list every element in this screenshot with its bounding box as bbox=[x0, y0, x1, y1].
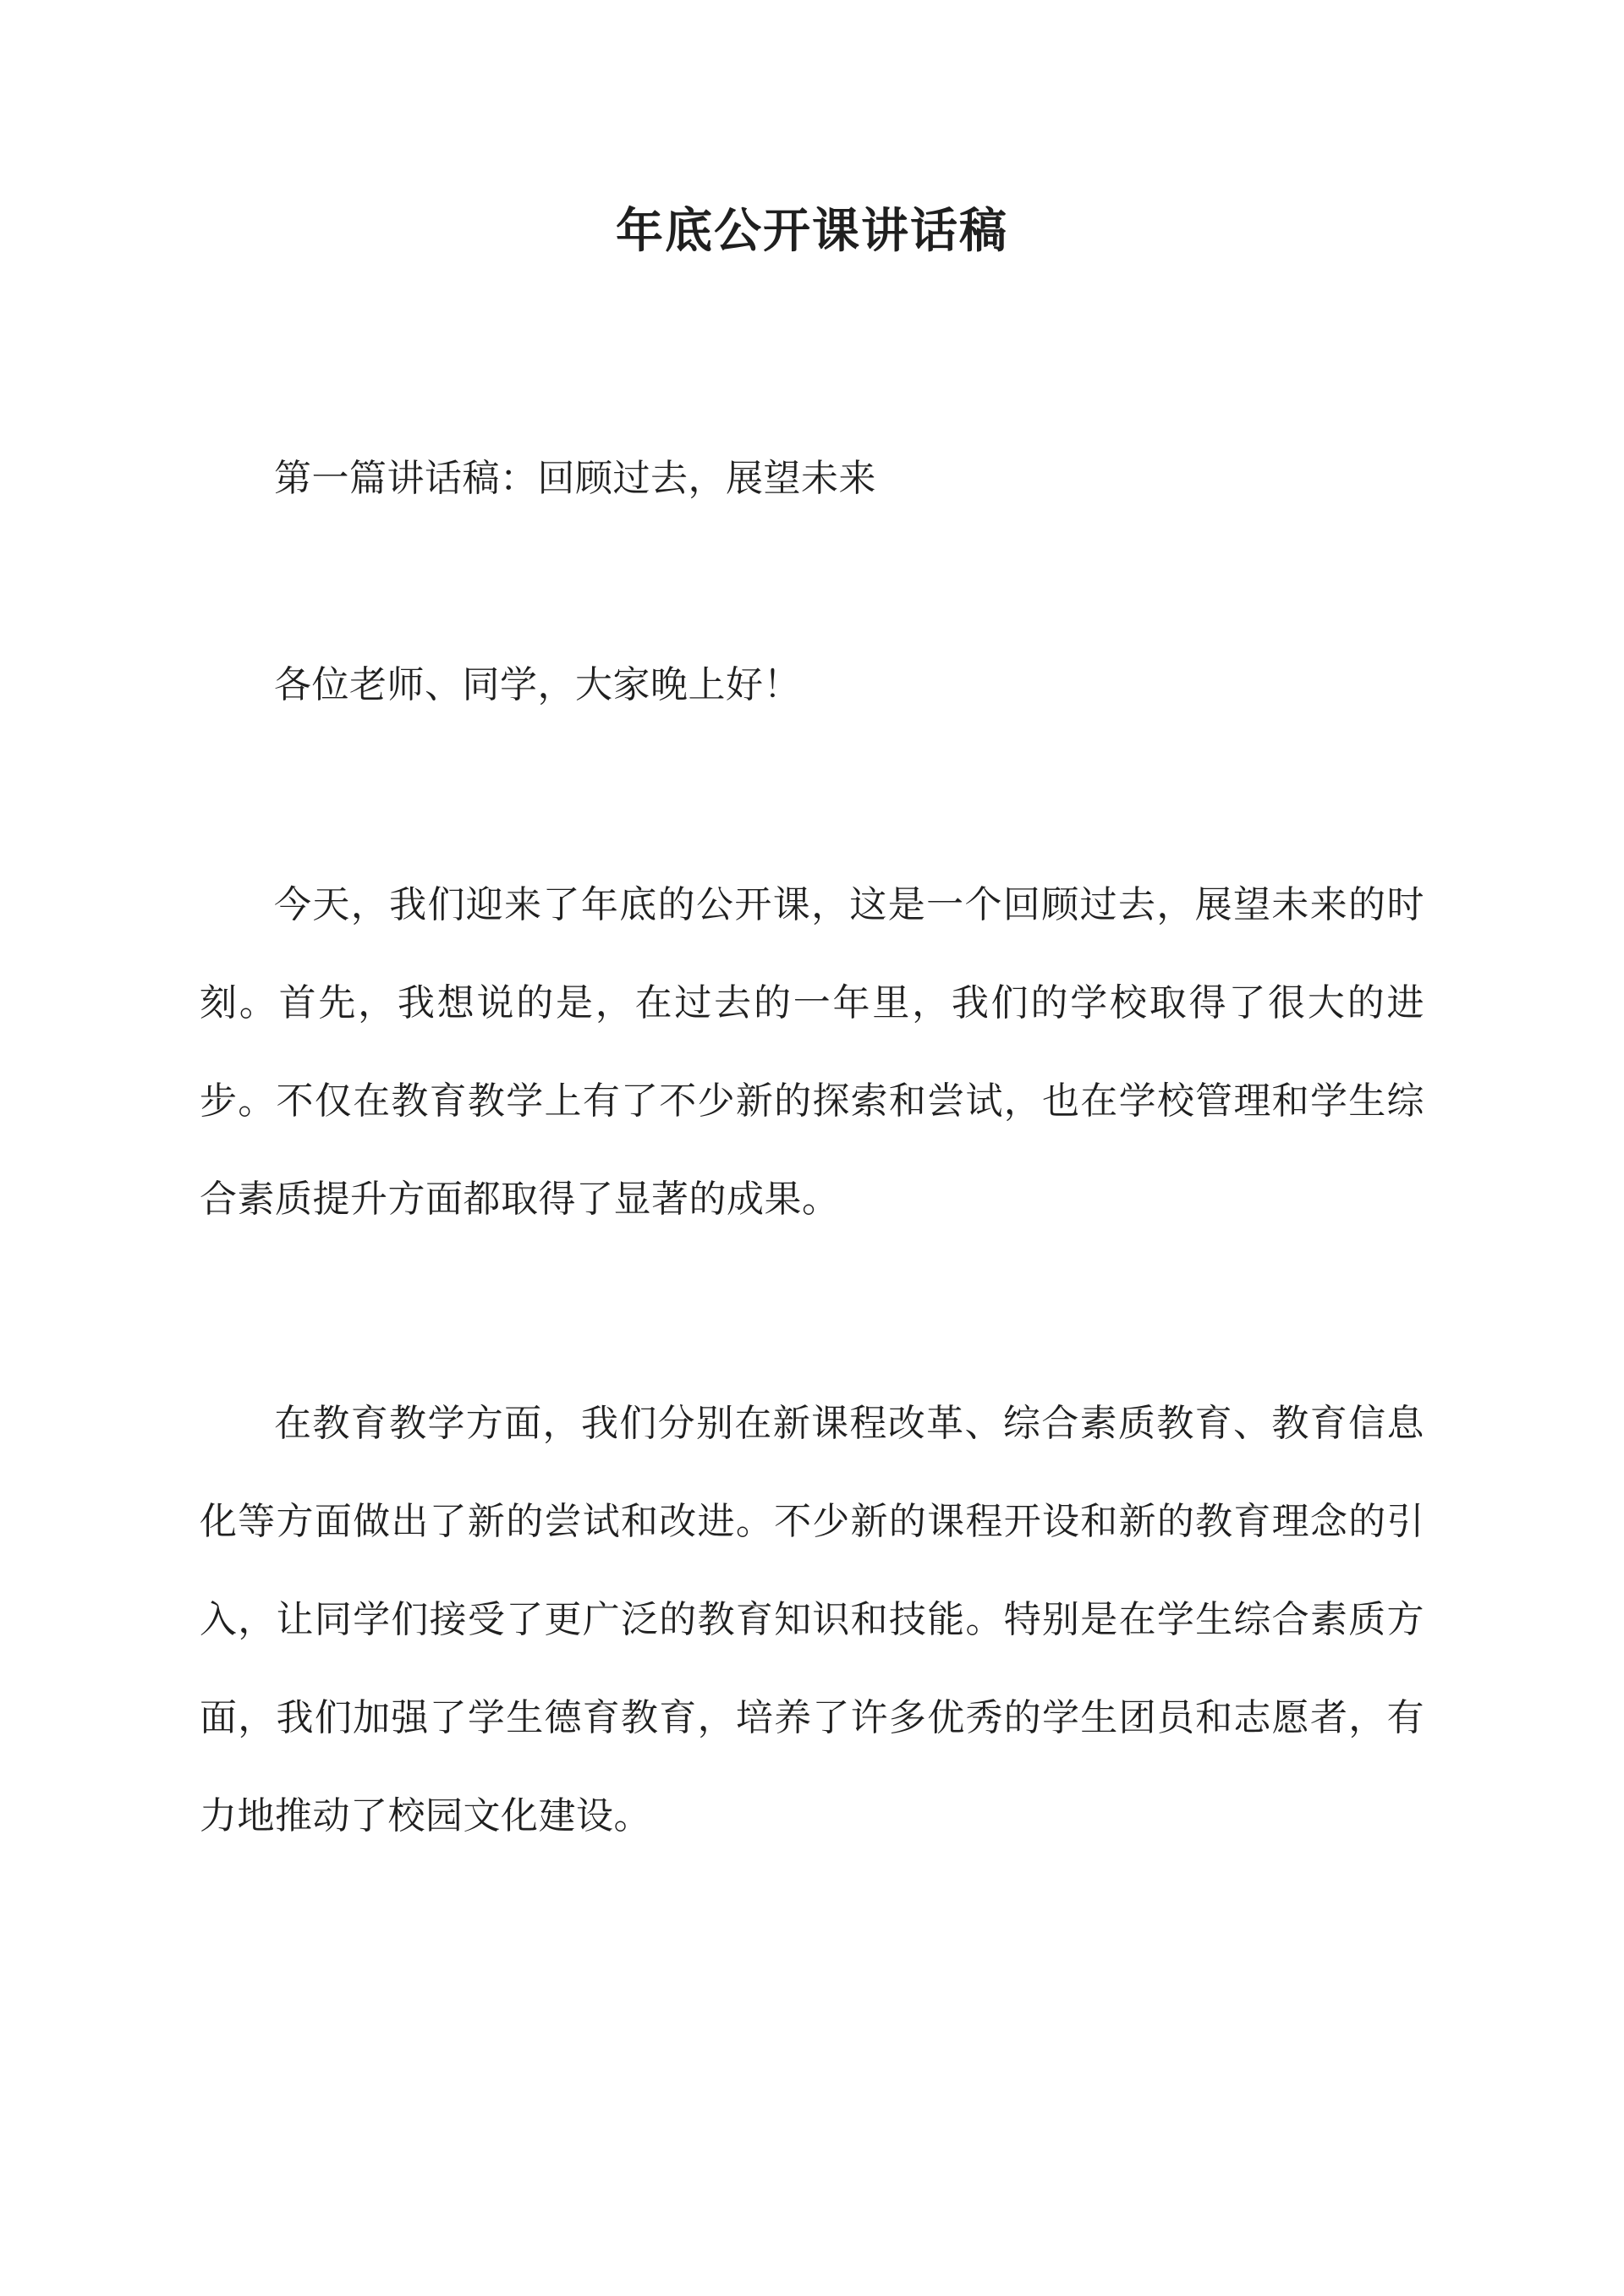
paragraph-heading: 第一篇讲话稿：回顾过去，展望未来 bbox=[274, 457, 876, 500]
paragraph-greeting: 各位老师、同学，大家晚上好！ bbox=[274, 663, 801, 706]
paragraph-body: 今天，我们迎来了年底的公开课，这是一个回顾过去，展望未来的时刻。首先，我想说的是，在过去的一年里，我们的学校取得了很大的进步。不仅在教育教学上有了不少新的探索和尝试，也在学校管理和学生综合素质提升方面都取得了显著的成果。 bbox=[200, 883, 1424, 1221]
document-title: 年底公开课讲话稿 bbox=[616, 203, 1008, 259]
paragraph-body: 在教育教学方面，我们分别在新课程改革、综合素质教育、教育信息化等方面做出了新的尝试和改进。不少新的课程开设和新的教育理念的引入，让同学们接受了更广泛的教育知识和技能。特别是在学生综合素质方面，我们加强了学生德育教育，培养了许多优秀的学生团员和志愿者，有力地推动了校园文化建设。 bbox=[200, 1402, 1424, 1837]
